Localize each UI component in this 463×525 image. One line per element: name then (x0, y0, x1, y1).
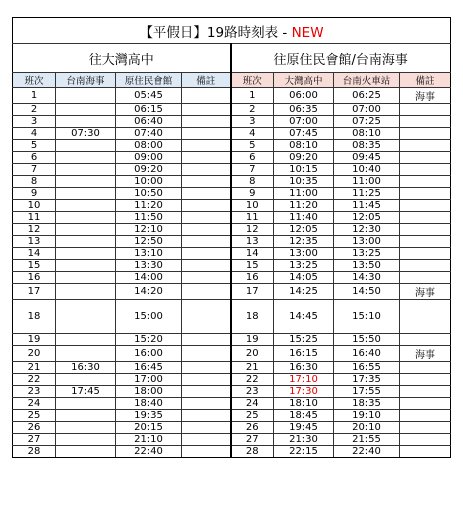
outbound-tainan-haishi (56, 200, 116, 212)
inbound-tainan-station: 11:45 (334, 200, 400, 212)
inbound-note (400, 128, 451, 140)
inbound-trip-no: 10 (231, 200, 274, 212)
inbound-tainan-station: 10:40 (334, 164, 400, 176)
inbound-dawan-high: 07:00 (274, 116, 334, 128)
title-new-badge: NEW (291, 24, 324, 41)
page-title (13, 18, 451, 44)
outbound-indigenous-hall: 22:40 (116, 446, 182, 458)
outbound-indigenous-hall: 18:00 (116, 386, 182, 398)
inbound-trip-no: 16 (231, 272, 274, 284)
outbound-indigenous-hall: 16:45 (116, 362, 182, 374)
table-row (13, 116, 451, 128)
title-prefix: 【平假日】19路時刻表 - (139, 24, 292, 41)
inbound-dawan-high: 11:20 (274, 200, 334, 212)
outbound-note (182, 152, 231, 164)
inbound-trip-no: 26 (231, 422, 274, 434)
outbound-note (182, 362, 231, 374)
inbound-trip-no: 1 (231, 88, 274, 104)
inbound-note (400, 116, 451, 128)
inbound-trip-no: 27 (231, 434, 274, 446)
outbound-note (182, 188, 231, 200)
inbound-tainan-station: 13:00 (334, 236, 400, 248)
inbound-tainan-station: 09:45 (334, 152, 400, 164)
table-row (13, 248, 451, 260)
inbound-trip-no: 7 (231, 164, 274, 176)
inbound-tainan-station: 11:25 (334, 188, 400, 200)
inbound-dawan-high: 07:45 (274, 128, 334, 140)
inbound-tainan-station: 18:35 (334, 398, 400, 410)
outbound-note (182, 200, 231, 212)
inbound-trip-no: 5 (231, 140, 274, 152)
inbound-header-a: 大灣高中 (274, 73, 334, 88)
inbound-trip-no: 28 (231, 446, 274, 458)
inbound-dawan-high: 18:45 (274, 410, 334, 422)
inbound-tainan-station: 15:50 (334, 334, 400, 346)
table-row (13, 300, 451, 334)
outbound-tainan-haishi (56, 300, 116, 334)
outbound-indigenous-hall: 16:00 (116, 346, 182, 362)
outbound-indigenous-hall: 14:20 (116, 284, 182, 300)
inbound-dawan-high: 14:25 (274, 284, 334, 300)
outbound-note (182, 284, 231, 300)
inbound-note (400, 152, 451, 164)
inbound-note (400, 212, 451, 224)
inbound-dawan-high: 10:15 (274, 164, 334, 176)
inbound-tainan-station: 06:25 (334, 88, 400, 104)
inbound-trip-no: 8 (231, 176, 274, 188)
outbound-indigenous-hall: 14:00 (116, 272, 182, 284)
outbound-header-note: 備註 (182, 73, 231, 88)
inbound-tainan-station: 13:50 (334, 260, 400, 272)
outbound-note (182, 410, 231, 422)
table-row (13, 176, 451, 188)
outbound-note (182, 88, 231, 104)
outbound-trip-no: 4 (13, 128, 56, 140)
outbound-tainan-haishi (56, 212, 116, 224)
inbound-note: 海事 (400, 284, 451, 300)
inbound-tainan-station: 07:00 (334, 104, 400, 116)
table-row (13, 346, 451, 362)
inbound-trip-no: 24 (231, 398, 274, 410)
inbound-note (400, 188, 451, 200)
inbound-dawan-high: 11:00 (274, 188, 334, 200)
outbound-tainan-haishi (56, 224, 116, 236)
inbound-note (400, 434, 451, 446)
inbound-note (400, 386, 451, 398)
inbound-tainan-station: 17:55 (334, 386, 400, 398)
inbound-tainan-station: 22:40 (334, 446, 400, 458)
inbound-dawan-high: 09:20 (274, 152, 334, 164)
outbound-indigenous-hall: 12:50 (116, 236, 182, 248)
inbound-note (400, 224, 451, 236)
inbound-note (400, 176, 451, 188)
outbound-tainan-haishi (56, 260, 116, 272)
outbound-tainan-haishi (56, 88, 116, 104)
outbound-trip-no: 20 (13, 346, 56, 362)
inbound-note (400, 104, 451, 116)
inbound-note (400, 164, 451, 176)
inbound-trip-no: 4 (231, 128, 274, 140)
outbound-header-a: 台南海事 (56, 73, 116, 88)
inbound-note (400, 140, 451, 152)
outbound-note (182, 104, 231, 116)
inbound-trip-no: 6 (231, 152, 274, 164)
outbound-trip-no: 22 (13, 374, 56, 386)
outbound-indigenous-hall: 15:20 (116, 334, 182, 346)
table-row (13, 236, 451, 248)
inbound-trip-no: 17 (231, 284, 274, 300)
outbound-note (182, 224, 231, 236)
outbound-tainan-haishi: 07:30 (56, 128, 116, 140)
outbound-trip-no: 14 (13, 248, 56, 260)
inbound-tainan-station: 08:10 (334, 128, 400, 140)
outbound-note (182, 260, 231, 272)
inbound-note (400, 248, 451, 260)
table-row (13, 152, 451, 164)
inbound-dawan-high: 16:15 (274, 346, 334, 362)
outbound-note (182, 248, 231, 260)
outbound-trip-no: 6 (13, 152, 56, 164)
outbound-trip-no: 28 (13, 446, 56, 458)
inbound-dawan-high: 10:35 (274, 176, 334, 188)
outbound-note (182, 236, 231, 248)
outbound-tainan-haishi (56, 346, 116, 362)
inbound-trip-no: 18 (231, 300, 274, 334)
inbound-dawan-high: 21:30 (274, 434, 334, 446)
outbound-tainan-haishi: 17:45 (56, 386, 116, 398)
outbound-indigenous-hall: 13:10 (116, 248, 182, 260)
outbound-tainan-haishi (56, 164, 116, 176)
outbound-indigenous-hall: 10:00 (116, 176, 182, 188)
outbound-trip-no: 19 (13, 334, 56, 346)
inbound-note (400, 200, 451, 212)
outbound-indigenous-hall: 09:20 (116, 164, 182, 176)
table-row (13, 422, 451, 434)
outbound-indigenous-hall: 11:50 (116, 212, 182, 224)
outbound-tainan-haishi (56, 422, 116, 434)
inbound-note (400, 300, 451, 334)
inbound-tainan-station: 14:30 (334, 272, 400, 284)
inbound-tainan-station: 19:10 (334, 410, 400, 422)
column-header-row (13, 73, 451, 88)
outbound-note (182, 422, 231, 434)
outbound-note (182, 272, 231, 284)
inbound-dawan-high: 22:15 (274, 446, 334, 458)
outbound-trip-no: 1 (13, 88, 56, 104)
table-row (13, 224, 451, 236)
outbound-tainan-haishi (56, 116, 116, 128)
title-row (13, 18, 451, 44)
outbound-note (182, 446, 231, 458)
inbound-dawan-high: 17:30 (274, 386, 334, 398)
inbound-dawan-high: 13:25 (274, 260, 334, 272)
outbound-trip-no: 13 (13, 236, 56, 248)
inbound-tainan-station: 20:10 (334, 422, 400, 434)
outbound-indigenous-hall: 07:40 (116, 128, 182, 140)
inbound-dawan-high: 11:40 (274, 212, 334, 224)
outbound-tainan-haishi (56, 334, 116, 346)
outbound-note (182, 434, 231, 446)
table-row (13, 446, 451, 458)
outbound-trip-no: 27 (13, 434, 56, 446)
outbound-note (182, 300, 231, 334)
outbound-trip-no: 18 (13, 300, 56, 334)
outbound-indigenous-hall: 08:00 (116, 140, 182, 152)
table-row (13, 104, 451, 116)
inbound-note (400, 334, 451, 346)
table-row (13, 362, 451, 374)
inbound-trip-no: 13 (231, 236, 274, 248)
inbound-direction: 往原住民會館/台南海事 (231, 44, 451, 73)
outbound-indigenous-hall: 21:10 (116, 434, 182, 446)
outbound-trip-no: 12 (13, 224, 56, 236)
inbound-dawan-high: 06:35 (274, 104, 334, 116)
inbound-note (400, 410, 451, 422)
outbound-indigenous-hall: 15:00 (116, 300, 182, 334)
outbound-tainan-haishi (56, 176, 116, 188)
outbound-trip-no: 15 (13, 260, 56, 272)
outbound-tainan-haishi (56, 140, 116, 152)
outbound-trip-no: 11 (13, 212, 56, 224)
inbound-header-note: 備註 (400, 73, 451, 88)
table-row (13, 128, 451, 140)
table-row (13, 200, 451, 212)
outbound-tainan-haishi (56, 152, 116, 164)
inbound-tainan-station: 16:55 (334, 362, 400, 374)
outbound-tainan-haishi (56, 410, 116, 422)
inbound-note (400, 236, 451, 248)
outbound-trip-no: 25 (13, 410, 56, 422)
outbound-indigenous-hall: 10:50 (116, 188, 182, 200)
inbound-tainan-station: 13:25 (334, 248, 400, 260)
table-row (13, 260, 451, 272)
table-row (13, 284, 451, 300)
inbound-tainan-station: 12:05 (334, 212, 400, 224)
inbound-tainan-station: 21:55 (334, 434, 400, 446)
inbound-trip-no: 25 (231, 410, 274, 422)
outbound-trip-no: 5 (13, 140, 56, 152)
inbound-dawan-high: 12:35 (274, 236, 334, 248)
inbound-trip-no: 22 (231, 374, 274, 386)
inbound-note: 海事 (400, 346, 451, 362)
outbound-indigenous-hall: 11:20 (116, 200, 182, 212)
outbound-tainan-haishi (56, 374, 116, 386)
outbound-trip-no: 3 (13, 116, 56, 128)
inbound-tainan-station: 14:50 (334, 284, 400, 300)
inbound-trip-no: 14 (231, 248, 274, 260)
inbound-note (400, 272, 451, 284)
inbound-trip-no: 15 (231, 260, 274, 272)
inbound-note: 海事 (400, 88, 451, 104)
outbound-note (182, 398, 231, 410)
outbound-indigenous-hall: 20:15 (116, 422, 182, 434)
inbound-dawan-high: 08:10 (274, 140, 334, 152)
inbound-note (400, 260, 451, 272)
outbound-note (182, 346, 231, 362)
inbound-trip-no: 3 (231, 116, 274, 128)
table-row (13, 272, 451, 284)
outbound-header-b: 原住民會館 (116, 73, 182, 88)
inbound-dawan-high: 16:30 (274, 362, 334, 374)
table-row (13, 334, 451, 346)
inbound-note (400, 362, 451, 374)
outbound-direction: 往大灣高中 (13, 44, 231, 73)
outbound-indigenous-hall: 05:45 (116, 88, 182, 104)
inbound-note (400, 398, 451, 410)
inbound-trip-no: 21 (231, 362, 274, 374)
outbound-trip-no: 16 (13, 272, 56, 284)
outbound-note (182, 116, 231, 128)
table-row (13, 212, 451, 224)
inbound-dawan-high: 13:00 (274, 248, 334, 260)
outbound-header-no: 班次 (13, 73, 56, 88)
inbound-tainan-station: 07:25 (334, 116, 400, 128)
inbound-note (400, 446, 451, 458)
inbound-header-no: 班次 (231, 73, 274, 88)
outbound-indigenous-hall: 06:40 (116, 116, 182, 128)
outbound-indigenous-hall: 13:30 (116, 260, 182, 272)
outbound-indigenous-hall: 12:10 (116, 224, 182, 236)
inbound-trip-no: 12 (231, 224, 274, 236)
outbound-indigenous-hall: 06:15 (116, 104, 182, 116)
table-row (13, 374, 451, 386)
outbound-note (182, 334, 231, 346)
outbound-note (182, 164, 231, 176)
timetable-sheet (12, 17, 450, 517)
outbound-indigenous-hall: 19:35 (116, 410, 182, 422)
inbound-trip-no: 20 (231, 346, 274, 362)
inbound-dawan-high: 12:05 (274, 224, 334, 236)
outbound-indigenous-hall: 18:40 (116, 398, 182, 410)
table-row (13, 140, 451, 152)
inbound-dawan-high: 19:45 (274, 422, 334, 434)
outbound-note (182, 176, 231, 188)
outbound-tainan-haishi (56, 284, 116, 300)
outbound-indigenous-hall: 17:00 (116, 374, 182, 386)
outbound-trip-no: 9 (13, 188, 56, 200)
outbound-note (182, 374, 231, 386)
inbound-tainan-station: 12:30 (334, 224, 400, 236)
outbound-tainan-haishi (56, 434, 116, 446)
inbound-note (400, 422, 451, 434)
outbound-tainan-haishi (56, 398, 116, 410)
outbound-trip-no: 10 (13, 200, 56, 212)
inbound-tainan-station: 15:10 (334, 300, 400, 334)
outbound-indigenous-hall: 09:00 (116, 152, 182, 164)
inbound-trip-no: 11 (231, 212, 274, 224)
inbound-tainan-station: 08:35 (334, 140, 400, 152)
inbound-dawan-high: 15:25 (274, 334, 334, 346)
outbound-trip-no: 2 (13, 104, 56, 116)
inbound-tainan-station: 17:35 (334, 374, 400, 386)
outbound-trip-no: 23 (13, 386, 56, 398)
outbound-tainan-haishi (56, 104, 116, 116)
direction-row (13, 44, 451, 73)
outbound-trip-no: 17 (13, 284, 56, 300)
inbound-trip-no: 19 (231, 334, 274, 346)
outbound-trip-no: 8 (13, 176, 56, 188)
timetable (12, 17, 451, 458)
inbound-tainan-station: 16:40 (334, 346, 400, 362)
table-row (13, 410, 451, 422)
inbound-dawan-high: 17:10 (274, 374, 334, 386)
outbound-note (182, 212, 231, 224)
table-row (13, 188, 451, 200)
table-row (13, 88, 451, 104)
outbound-tainan-haishi (56, 248, 116, 260)
outbound-trip-no: 7 (13, 164, 56, 176)
inbound-header-b: 台南火車站 (334, 73, 400, 88)
outbound-trip-no: 24 (13, 398, 56, 410)
outbound-trip-no: 21 (13, 362, 56, 374)
inbound-trip-no: 9 (231, 188, 274, 200)
table-row (13, 164, 451, 176)
outbound-note (182, 140, 231, 152)
inbound-trip-no: 23 (231, 386, 274, 398)
outbound-note (182, 128, 231, 140)
outbound-note (182, 386, 231, 398)
outbound-tainan-haishi (56, 188, 116, 200)
inbound-dawan-high: 14:05 (274, 272, 334, 284)
outbound-tainan-haishi (56, 272, 116, 284)
outbound-trip-no: 26 (13, 422, 56, 434)
table-row (13, 434, 451, 446)
inbound-trip-no: 2 (231, 104, 274, 116)
inbound-tainan-station: 11:00 (334, 176, 400, 188)
inbound-dawan-high: 14:45 (274, 300, 334, 334)
inbound-dawan-high: 18:10 (274, 398, 334, 410)
outbound-tainan-haishi: 16:30 (56, 362, 116, 374)
outbound-tainan-haishi (56, 446, 116, 458)
inbound-note (400, 374, 451, 386)
table-row (13, 398, 451, 410)
inbound-dawan-high: 06:00 (274, 88, 334, 104)
outbound-tainan-haishi (56, 236, 116, 248)
table-row (13, 386, 451, 398)
